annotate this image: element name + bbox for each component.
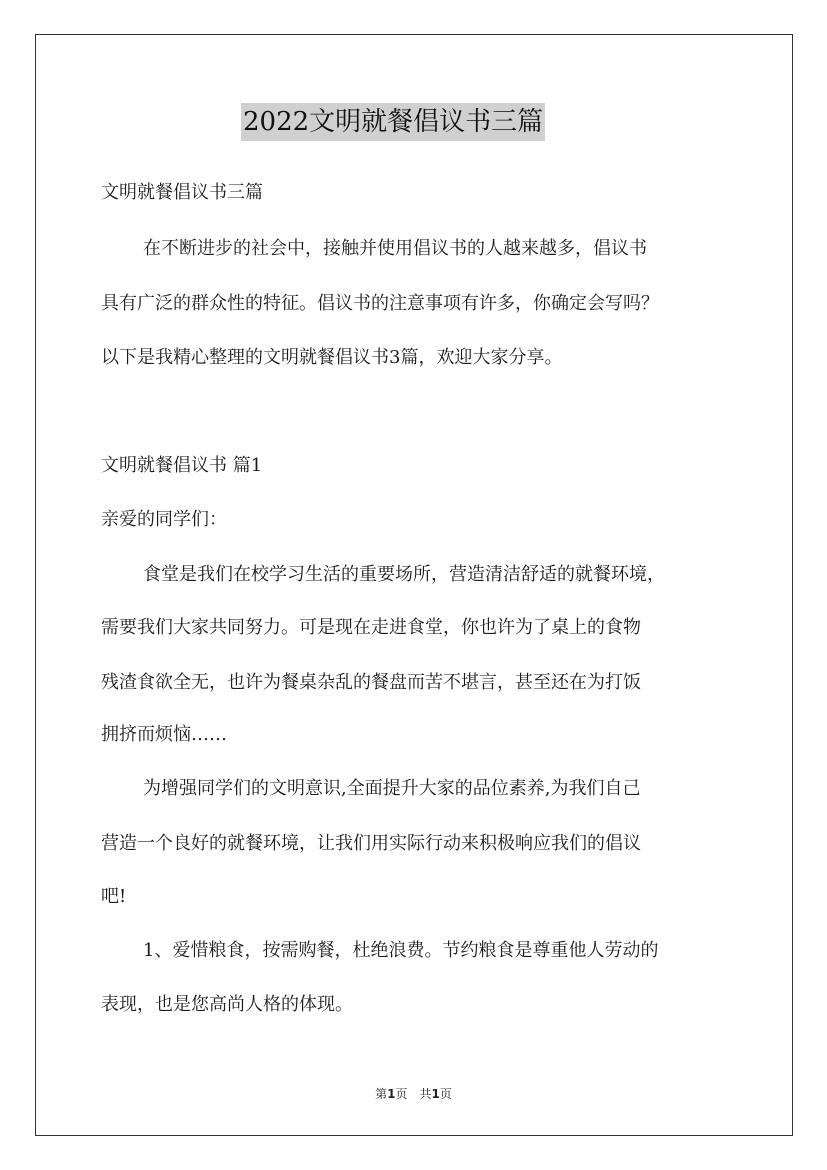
paragraph-line: 残渣食欲全无，也许为餐桌杂乱的餐盘而苦不堪言，甚至还在为打饭 bbox=[101, 672, 641, 693]
paragraph-line: 营造一个良好的就餐环境，让我们用实际行动来积极响应我们的倡议 bbox=[101, 833, 641, 854]
paragraph-line: 1、爱惜粮食，按需购餐，杜绝浪费。节约粮食是尊重他人劳动的 bbox=[143, 940, 659, 961]
section-heading: 文明就餐倡议书三篇 bbox=[101, 182, 263, 203]
page-suffix: 页 bbox=[439, 1087, 452, 1101]
document-title: 2022文明就餐倡议书三篇 bbox=[241, 103, 545, 141]
paragraph-line: 在不断进步的社会中，接触并使用倡议书的人越来越多，倡议书 bbox=[143, 238, 647, 259]
paragraph-line: 具有广泛的群众性的特征。倡议书的注意事项有许多，你确定会写吗？ bbox=[101, 293, 659, 314]
page-mid: 页 共 bbox=[395, 1087, 432, 1101]
paragraph-line: 为增强同学们的文明意识,全面提升大家的品位素养,为我们自己 bbox=[143, 778, 641, 799]
paragraph-line: 需要我们大家共同努力。可是现在走进食堂，你也许为了桌上的食物 bbox=[101, 617, 641, 638]
paragraph-line: 拥挤而烦恼…… bbox=[101, 724, 227, 745]
page-prefix: 第 bbox=[375, 1087, 388, 1101]
paragraph-line: 以下是我精心整理的文明就餐倡议书3篇，欢迎大家分享。 bbox=[101, 347, 563, 368]
page-current: 1 bbox=[387, 1087, 396, 1101]
salutation: 亲爱的同学们： bbox=[101, 509, 227, 530]
paragraph-line: 表现，也是您高尚人格的体现。 bbox=[101, 994, 353, 1015]
paragraph-line: 食堂是我们在校学习生活的重要场所，营造清洁舒适的就餐环境， bbox=[143, 564, 665, 585]
section-heading: 文明就餐倡议书 篇1 bbox=[101, 455, 263, 476]
paragraph-line: 吧! bbox=[101, 886, 127, 907]
page-total: 1 bbox=[431, 1087, 440, 1101]
page-footer bbox=[0, 1085, 827, 1102]
